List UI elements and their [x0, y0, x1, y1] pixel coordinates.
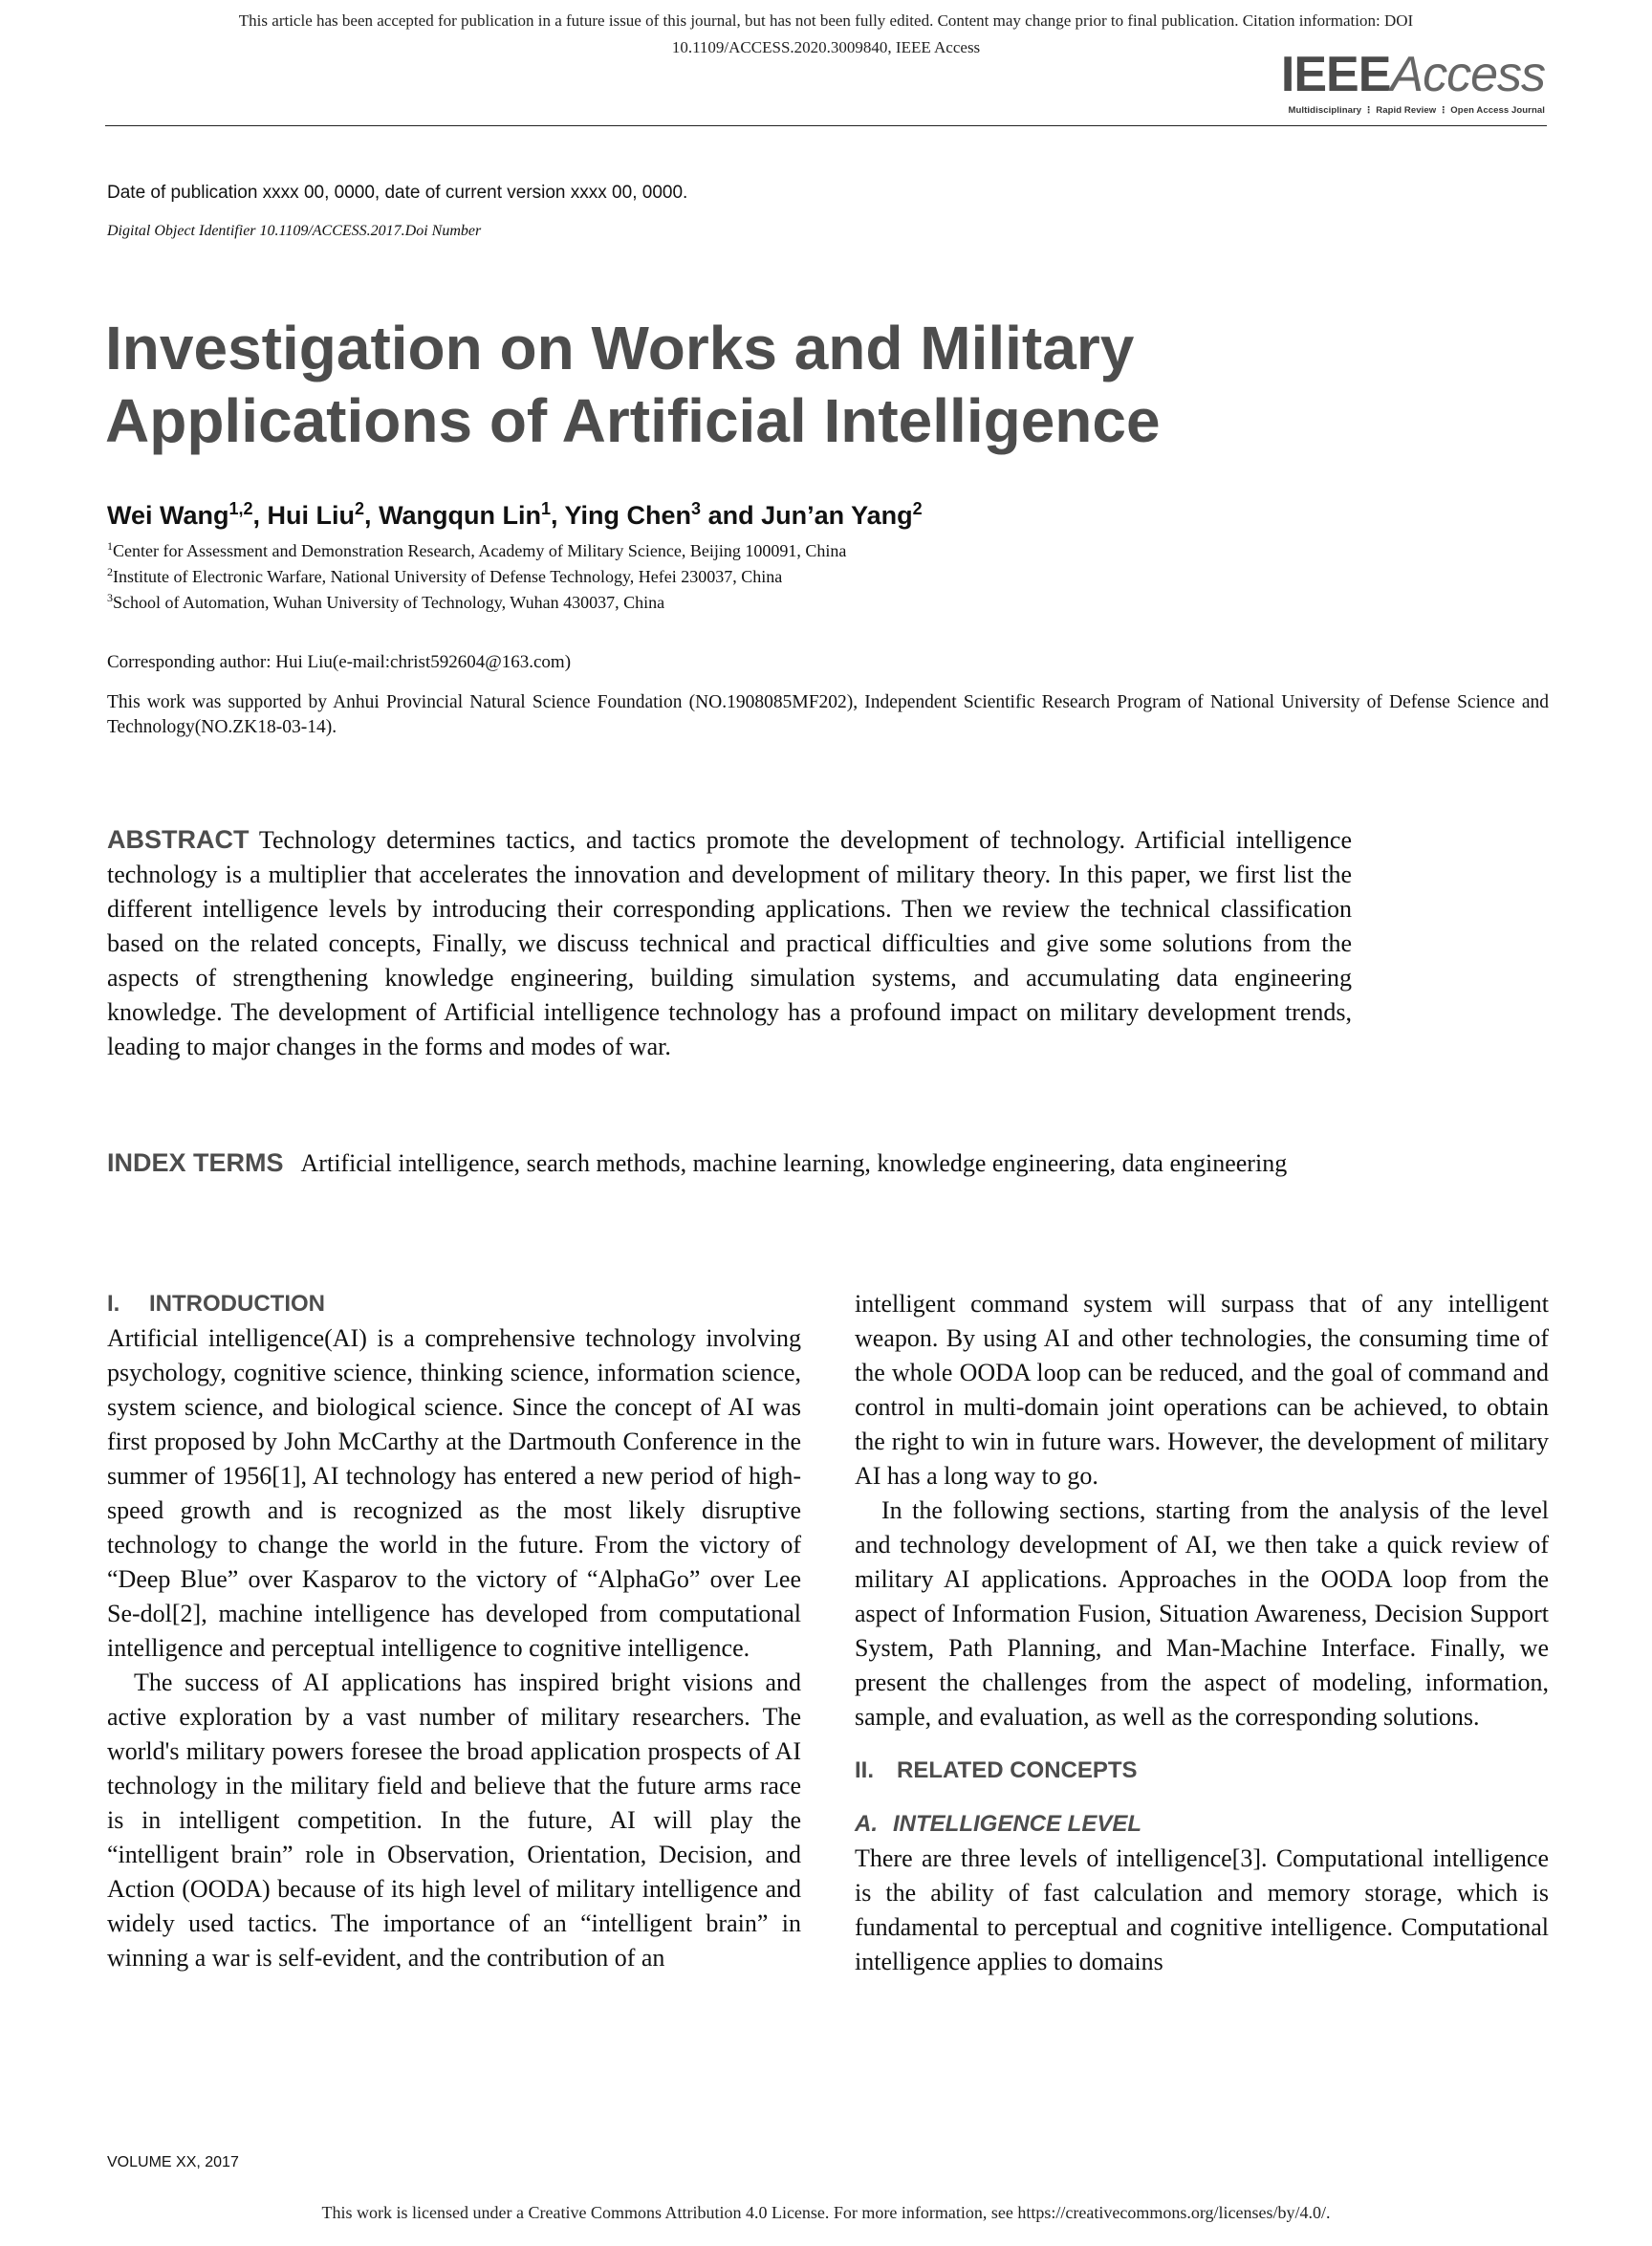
- logo-wordmark: [1268, 47, 1545, 102]
- author-name: Wei Wang: [107, 501, 229, 530]
- index-terms-text: Artificial intelligence, search methods, machine learning, knowledge engineering, data engineering: [300, 1149, 1288, 1177]
- intro-paragraph-2: The success of AI applications has inspired bright visions and active exploration by a vast number of military researchers. The world's military powers foresee the broad application prospects of AI technology in the military field and believe that the future arms race is in intelligent competition. In the future, AI will play the “intelligent brain” role in Observation, Orientation, Decision, and Action (OODA) because of its high level of military intelligence and widely used tactics. The importance of an “intelligent brain” in winning a war is self-evident, and the contribution of an: [107, 1668, 801, 1972]
- license-footer: This work is licensed under a Creative Commons Attribution 4.0 License. For more information, see https://creativecommons.org/licenses/by/4.0/.: [321, 2203, 1331, 2222]
- author-name: Jun’an Yang: [761, 501, 913, 530]
- author-name: Wangqun Lin: [379, 501, 542, 530]
- paper-title: [105, 312, 1444, 457]
- author-affiliation-mark: 1: [541, 499, 552, 518]
- logo-access: Access: [1390, 47, 1545, 102]
- intro-paragraph-3: In the following sections, starting from the analysis of the level and technology development of AI, we then take a quick review of military AI applications. Approaches in the OODA loop from the aspect of Information Fusion, Situation Awareness, Decision Support System, Path Planning, and Man-Machine Interface. Finally, we present the challenges from the aspect of modeling, information, sample, and evaluation, as well as the corresponding solutions.: [855, 1496, 1549, 1731]
- author-affiliation-mark: 1,2: [228, 499, 253, 518]
- section-heading-related-concepts: II. RELATED CONCEPTS: [855, 1757, 1138, 1783]
- abstract: [107, 822, 1352, 1064]
- author-affiliation-mark: 3: [691, 499, 702, 518]
- logo-tagline: Multidisciplinary ⋮ Rapid Review ⋮ Open Access Journal: [1288, 105, 1545, 116]
- intro-paragraph-2-continued: intelligent command system will surpass that of any intelligent weapon. By using AI and other technologies, the consuming time of the whole OODA loop can be reduced, and the goal of command and control in multi-domain joint operations can be achieved, to obtain the right to win in future wars. However, the development of military AI has a long way to go.: [855, 1290, 1549, 1490]
- author-name: Hui Liu: [267, 501, 356, 530]
- author-affiliation-mark: 2: [355, 499, 365, 518]
- title-line-2: Applications of Artificial Intelligence: [105, 386, 1161, 455]
- banner-line-1: This article has been accepted for publication in a future issue of this journal, but has not been fully edited. Content may change prior to final publication. Citation information: DOI: [238, 11, 1414, 30]
- volume-footer: VOLUME XX, 2017: [107, 2154, 239, 2170]
- author-list: Wei Wang$^{1,2}$, Hui Liu$^2$, Wangqun Lin$^1$, Ying Chen$^3$ and Jun’an Yang$^2$: [107, 499, 923, 530]
- related-paragraph-1: There are three levels of intelligence[3]. Computational intelligence is the ability of fast calculation and memory storage, which is fundamental to perceptual and cognitive intelligence. Computational intelligence applies to domains: [855, 1844, 1549, 1975]
- column-left: [107, 1287, 801, 1975]
- index-terms-label: INDEX TERMS: [107, 1148, 284, 1177]
- title-line-1: Investigation on Works and Military: [105, 314, 1135, 382]
- column-right: [855, 1287, 1549, 1979]
- affiliation-2: $^2$Institute of Electronic Warfare, National University of Defense Technology, Hefei 230037, China: [107, 565, 783, 586]
- affiliation-1: $^1$Center for Assessment and Demonstration Research, Academy of Military Science, Beijing 100091, China: [107, 539, 847, 560]
- banner-line-2: 10.1109/ACCESS.2020.3009840, IEEE Access: [671, 38, 981, 56]
- author-affiliation-mark: 2: [912, 499, 923, 518]
- logo-ieee: IEEE: [1280, 47, 1391, 102]
- section-heading-introduction: I. INTRODUCTION: [107, 1291, 325, 1317]
- index-terms: [107, 1145, 1352, 1181]
- abstract-label: ABSTRACT: [107, 825, 250, 854]
- publication-date: Date of publication xxxx 00, 0000, date of current version xxxx 00, 0000.: [107, 183, 688, 203]
- corresponding-author: Corresponding author: Hui Liu(e-mail:christ592604@163.com): [107, 652, 572, 672]
- abstract-text: Technology determines tactics, and tactics promote the development of technology. Artificial intelligence technology is a multiplier that accelerates the innovation and development of military theory. In this paper, we first list the different intelligence levels by introducing their corresponding applications. Then we review the technical classification based on the related concepts, Finally, we discuss technical and practical difficulties and give some solutions from the aspects of strengthening knowledge engineering, building simulation systems, and accumulating data engineering knowledge. The development of Artificial intelligence technology has a profound impact on military development trends, leading to major changes in the forms and modes of war.: [107, 826, 1352, 1060]
- author-name: Ying Chen: [564, 501, 692, 530]
- subsection-heading-intelligence-level: A. INTELLIGENCE LEVEL: [855, 1811, 1142, 1837]
- ieee-access-logo: [1268, 47, 1545, 116]
- header-divider: [105, 125, 1547, 126]
- doi-line: Digital Object Identifier 10.1109/ACCESS.2017.Doi Number: [107, 223, 482, 239]
- intro-paragraph-1: Artificial intelligence(AI) is a comprehensive technology involving psychology, cognitive science, thinking science, information science, system science, and biological science. Since the concept of AI was first proposed by John McCarthy at the Dartmouth Conference in the summer of 1956[1], AI technology has entered a new period of high-speed growth and is recognized as the most likely disruptive technology to change the world in the future. From the victory of “Deep Blue” over Kasparov to the victory of “AlphaGo” over Lee Se-dol[2], machine intelligence has developed from computational intelligence and perceptual intelligence to cognitive intelligence.: [107, 1324, 801, 1662]
- affiliation-3: $^3$School of Automation, Wuhan University of Technology, Wuhan 430037, China: [107, 591, 665, 612]
- funding-statement: This work was supported by Anhui Provincial Natural Science Foundation (NO.1908085MF202), Independent Scientific Research Program of National University of Defense Science and Technology(NO.ZK18-03-14).: [107, 692, 1549, 737]
